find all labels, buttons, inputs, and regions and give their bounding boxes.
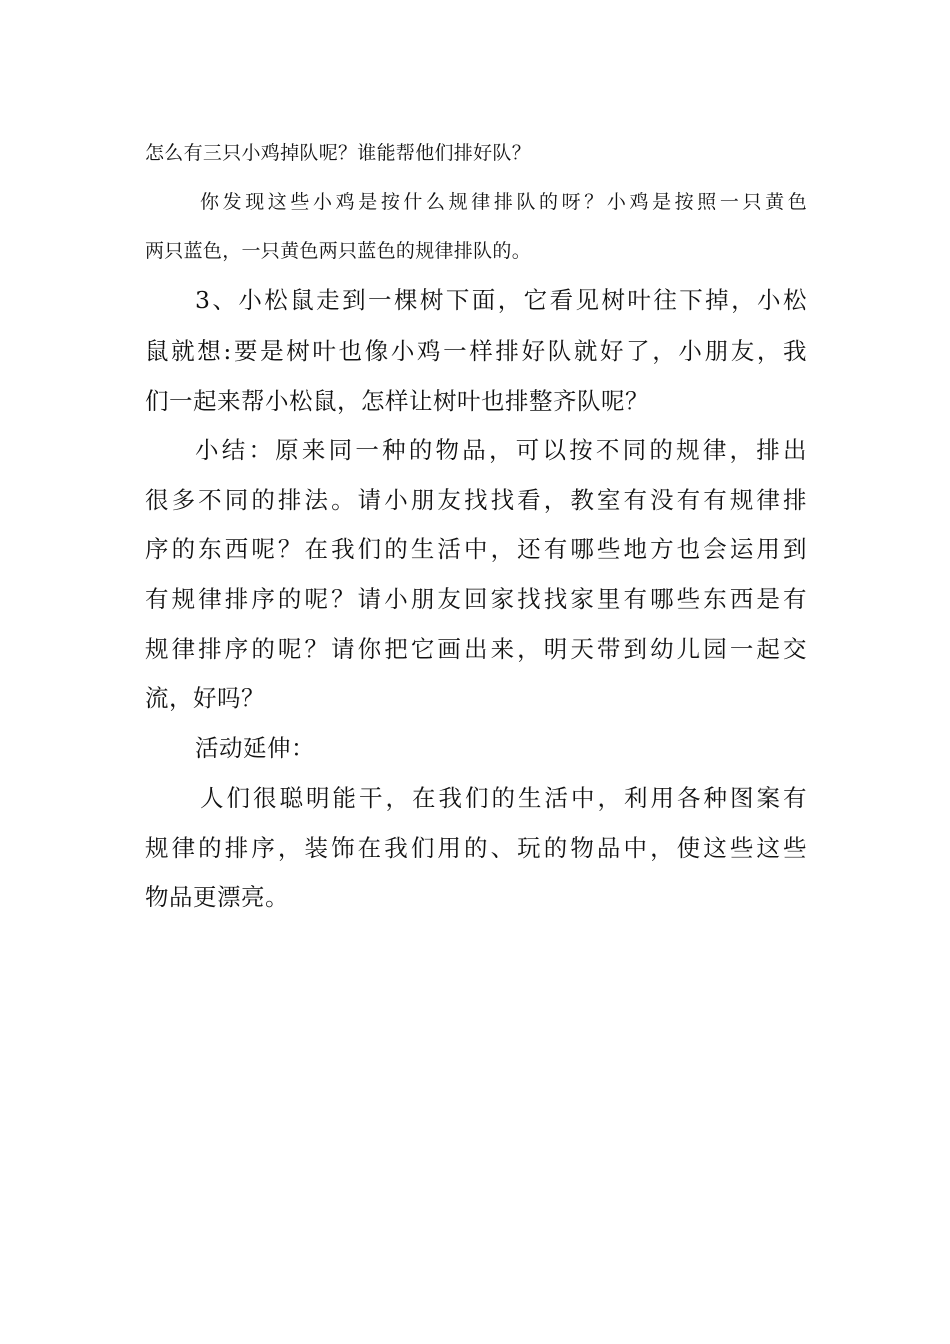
text-line-16: 物品更漂亮。 [145, 883, 289, 911]
text-line-10: 有规律排序的呢？请小朋友回家找找家里有哪些东西是有 [145, 585, 807, 613]
text-line-14: 人们很聪明能干，在我们的生活中，利用各种图案有 [200, 784, 807, 812]
text-line-4: 3、小松鼠走到一棵树下面，它看见树叶往下掉，小松 [195, 286, 807, 314]
text-line-2: 你发现这些小鸡是按什么规律排队的呀？小鸡是按照一只黄色 [200, 191, 807, 213]
text-line-9: 序的东西呢？在我们的生活中，还有哪些地方也会运用到 [145, 535, 807, 563]
text-line-6: 们一起来帮小松鼠，怎样让树叶也排整齐队呢？ [145, 387, 649, 415]
text-line-15: 规律的排序，装饰在我们用的、玩的物品中，使这些这些 [145, 834, 807, 862]
text-line-7: 小结：原来同一种的物品，可以按不同的规律，排出 [195, 436, 807, 464]
text-line-12: 流，好吗？ [145, 684, 265, 712]
text-line-3: 两只蓝色，一只黄色两只蓝色的规律排队的。 [145, 240, 532, 262]
section-heading-activity-extension: 活动延伸： [195, 734, 315, 762]
text-line-5: 鼠就想:要是树叶也像小鸡一样排好队就好了，小朋友，我 [145, 337, 807, 365]
text-line-8: 很多不同的排法。请小朋友找找看，教室有没有有规律排 [145, 486, 807, 514]
text-line-1: 怎么有三只小鸡掉队呢？谁能帮他们排好队？ [145, 142, 532, 164]
text-line-11: 规律排序的呢？请你把它画出来，明天带到幼儿园一起交 [145, 635, 807, 663]
